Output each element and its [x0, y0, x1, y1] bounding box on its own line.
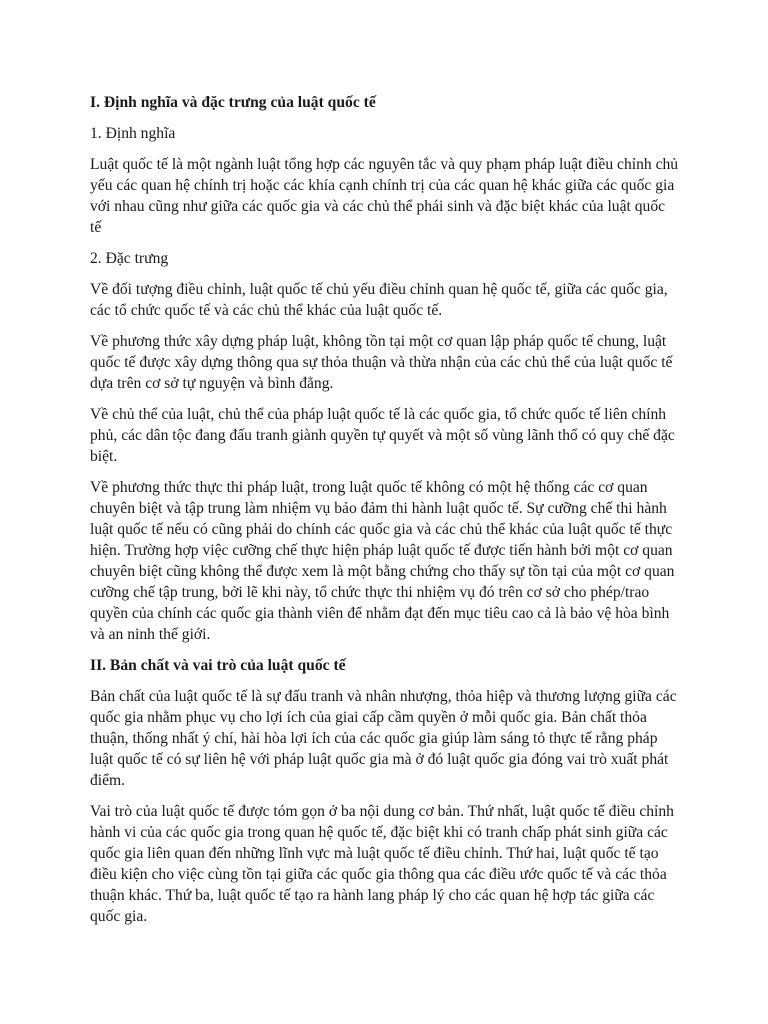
role-paragraph: Vai trò của luật quốc tế được tóm gọn ở ba nội dung cơ bản. Thứ nhất, luật quốc tế điều chỉnh hành vi của các quốc gia trong quan hệ quốc tế, đặc biệt khi có tranh chấp phát sinh giữa các quốc gia liên quan đến những lĩnh vực mà luật quốc tế điều chỉnh. Thứ hai, luật quốc tế tạo điều kiện cho việc cùng tồn tại giữa các quốc gia thông qua các điều ước quốc tế và các thỏa thuận khác. Thứ ba, luật quốc tế tạo ra hành lang pháp lý cho các quan hệ hợp tác giữa các quốc gia.: [90, 803, 674, 925]
characteristic-paragraph-law-making: Về phương thức xây dựng pháp luật, không tồn tại một cơ quan lập pháp quốc tế chung, luật quốc tế được xây dựng thông qua sự thỏa thuận và thừa nhận của các chủ thể của luật quốc tế dựa trên cơ sở tự nguyện và bình đẳng.: [90, 333, 673, 392]
section-heading-definition-characteristics: I. Định nghĩa và đặc trưng của luật quốc tế: [90, 94, 376, 111]
nature-paragraph: Bản chất của luật quốc tế là sự đấu tranh và nhân nhượng, thỏa hiệp và thương lượng giữa các quốc gia nhằm phục vụ cho lợi ích của giai cấp cầm quyền ở mỗi quốc gia. Bản chất thỏa thuận, thống nhất ý chí, hài hòa lợi ích của các quốc gia giúp làm sáng tỏ thực tế rằng pháp luật quốc tế có sự liên hệ với pháp luật quốc gia mà ở đó luật quốc gia đóng vai trò xuất phát điểm.: [90, 688, 677, 789]
characteristic-paragraph-subjects: Về chủ thể của luật, chủ thể của pháp luật quốc tế là các quốc gia, tổ chức quốc tế liên chính phủ, các dân tộc đang đấu tranh giành quyền tự quyết và một số vùng lãnh thổ có quy chế đặc biệt.: [90, 406, 675, 465]
characteristic-paragraph-subject-matter: Về đối tượng điều chỉnh, luật quốc tế chủ yếu điều chỉnh quan hệ quốc tế, giữa các quốc gia, các tổ chức quốc tế và các chủ thể khác của luật quốc tế.: [90, 281, 668, 319]
document-body: [90, 92, 680, 927]
section-heading-nature-role: II. Bản chất và vai trò của luật quốc tế: [90, 657, 346, 674]
definition-paragraph: Luật quốc tế là một ngành luật tổng hợp các nguyên tắc và quy phạm pháp luật điều chỉnh chủ yếu các quan hệ chính trị hoặc các khía cạnh chính trị của các quan hệ khác giữa các quốc gia với nhau cũng như giữa các quốc gia và các chủ thể phái sinh và đặc biệt khác của luật quốc tế: [90, 156, 679, 236]
characteristic-paragraph-enforcement: Về phương thức thực thi pháp luật, trong luật quốc tế không có một hệ thống các cơ quan chuyên biệt và tập trung làm nhiệm vụ bảo đảm thi hành luật quốc tế. Sự cưỡng chế thi hành luật quốc tế nếu có cũng phải do chính các quốc gia và các chủ thể khác của luật quốc tế thực hiện. Trường hợp việc cưỡng chế thực hiện pháp luật quốc tế được tiến hành bởi một cơ quan chuyên biệt cũng không thể được xem là một bằng chứng cho thấy sự tồn tại của một cơ quan cưỡng chế tập trung, bởi lẽ khi này, tổ chức thực thi nhiệm vụ đó trên cơ sở cho phép/trao quyền của chính các quốc gia thành viên để nhằm đạt đến mục tiêu cao cả là bảo vệ hòa bình và an ninh thế giới.: [90, 479, 675, 643]
subsection-heading-characteristics: 2. Đặc trưng: [90, 250, 169, 267]
subsection-heading-definition: 1. Định nghĩa: [90, 125, 176, 142]
